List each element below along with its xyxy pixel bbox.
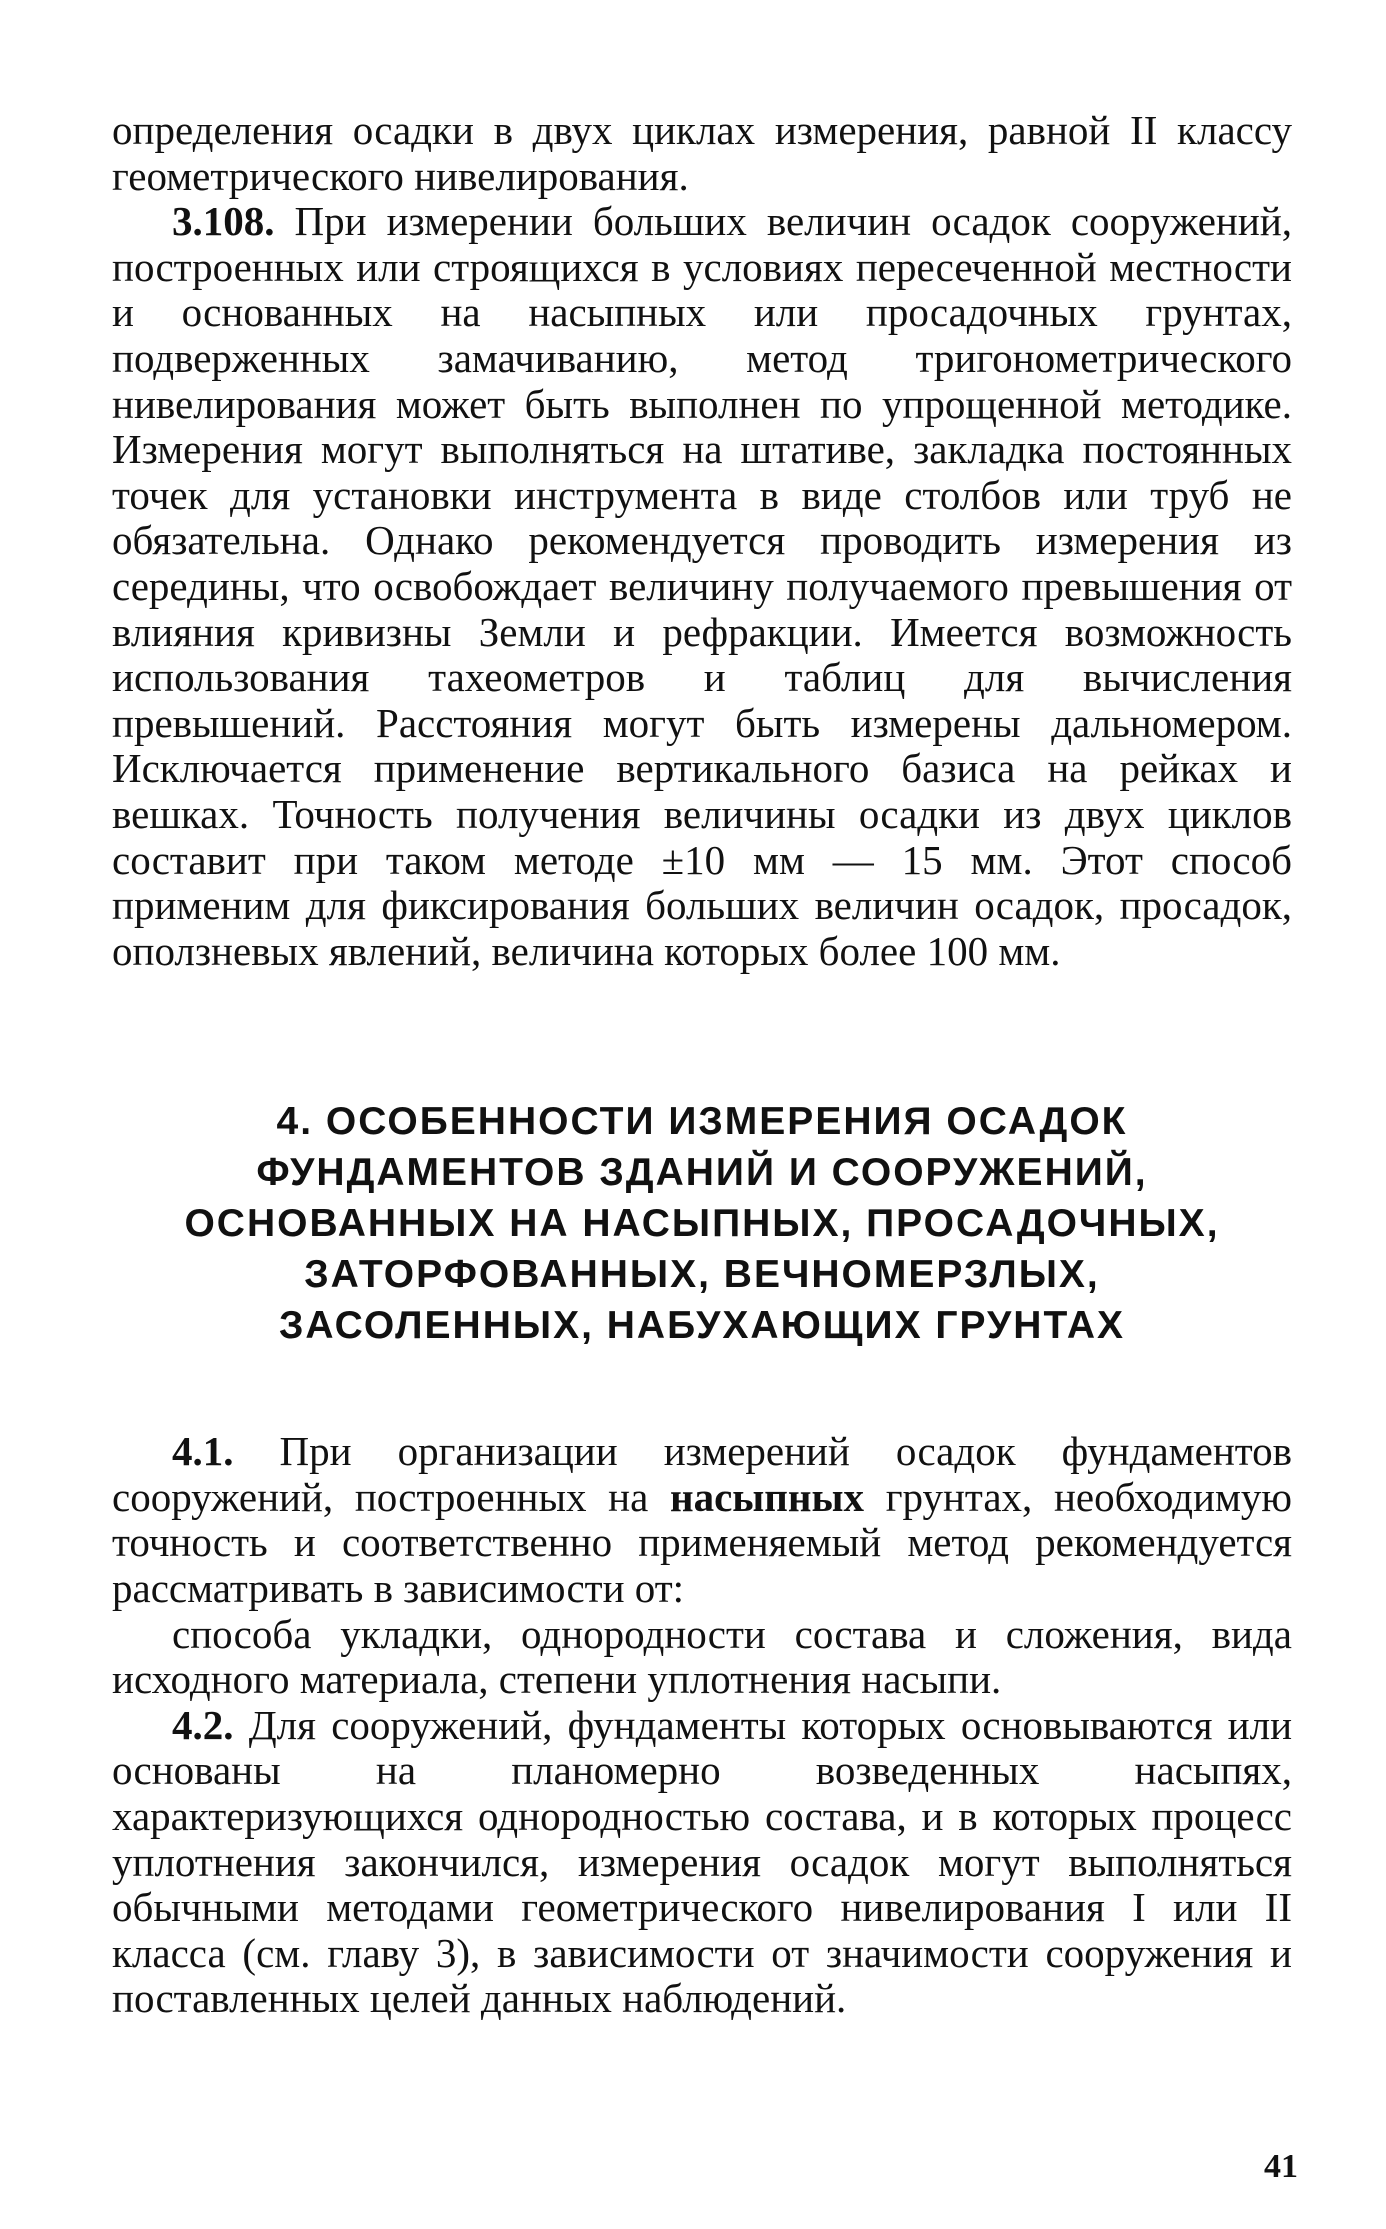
heading-line-4: ЗАТОРФОВАННЫХ, ВЕЧНОМЕРЗЛЫХ, [304,1253,1100,1297]
heading-line-1: 4. ОСОБЕННОСТИ ИЗМЕРЕНИЯ ОСАДОК [276,1100,1128,1144]
paragraph-number: 3.108. [172,198,275,245]
top-paragraph: определения осадки в двух циклах измерения, равной II классу геометрического нивелирования. [112,107,1292,199]
paragraph-4-1-list: способа укладки, однородности состава и сложения, вида исходного материала, степени уплотнения насыпи. [112,1610,1292,1703]
heading-line-3: ОСНОВАННЫХ НА НАСЫПНЫХ, ПРОСАДОЧНЫХ, [184,1202,1220,1246]
paragraph-number: 4.1. [172,1428,234,1475]
heading-line-2: ФУНДАМЕНТОВ ЗДАНИЙ И СООРУЖЕНИЙ, [256,1151,1148,1195]
paragraph-number: 4.2. [172,1701,234,1748]
paragraph-4-2 [112,1703,1292,2022]
paragraph-text: При организации измерений осадок фундаментов сооружений, построенных на [112,1428,1293,1520]
chapter-heading [112,1096,1292,1351]
page-content [112,108,1292,2022]
paragraph-text: При измерении больших величин осадок сооружений, построенных или строящихся в условиях пересеченной местности и основанных на насыпных или просадочных грунтах, подверженных замачиванию, метод тригонометрического нивелирования может быть выполнен по упрощенной методике. Измерения могут выполняться на штативе, закладка постоянных точек для установки инструмента в виде столбов или труб не обязательна. Однако рекомендуется проводить измерения из середины, что освобождает величину получаемого превышения от влияния кривизны Земли и рефракции. Имеется возможность использования тахеометров и таблиц для вычисления превышений. Расстояния могут быть измерены дальномером. Исключается применение вертикального базиса на рейках и вешках. Точность получения величины осадки из двух циклов составит при таком методе ±10 мм — 15 мм. Этот способ применим для фиксирования больших величин осадок, просадок, оползневых явлений, величина которых более 100 мм. [112,198,1293,974]
paragraph-text: Для сооружений, фундаменты которых основываются или основаны на планомерно возведенных насыпях, характеризующихся однородностью состава, и в которых процесс уплотнения закончился, измерения осадок могут выполняться обычными методами геометрического нивелирования I или II класса (см. главу 3), в зависимости от значимости сооружения и поставленных целей данных наблюдений. [112,1701,1293,2022]
paragraph-text-continued: грунтах, необходимую точность и соответственно применяемый метод рекомендуется рассматривать в зависимости от: [112,1473,1293,1612]
page-number: 41 [1264,2148,1298,2185]
heading-line-5: ЗАСОЛЕННЫХ, НАБУХАЮЩИХ ГРУНТАХ [279,1304,1125,1348]
paragraph-4-1 [112,1429,1292,1611]
emphasized-word: насыпных [669,1473,865,1520]
paragraph-3-108 [112,199,1292,974]
